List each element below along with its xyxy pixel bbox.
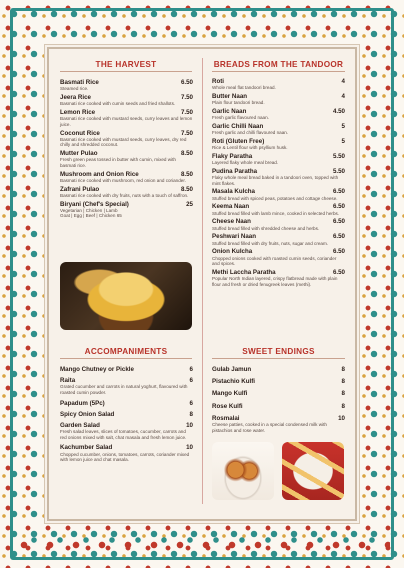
menu-item [212,248,345,266]
item-desc: Steamed rice. [60,86,89,92]
breads-list [212,78,345,290]
item-desc: Basmati rice cooked with mustard seeds, curry leaves and lemon juice. [60,116,193,127]
item-desc: Basmati rice cooked with mustard seeds, curry leaves, dry red chilly and shredded coconut. [60,136,187,148]
menu-item [212,203,345,216]
item-name: Mango Chutney or Pickle [60,366,134,373]
menu-item [212,138,345,151]
accompaniments-list [60,366,193,465]
item-name: Mutter Pulao [60,150,98,158]
item-desc: Goat | Egg | Beef | Chicken 65 [60,213,122,219]
section-title-rice [60,60,192,72]
menu-item [212,269,345,287]
menu-item [60,444,193,462]
item-desc: Grated cucumber and carrots in natural yoghurt, flavoured with roasted cumin powder. [60,384,188,395]
item-desc: Fresh green peas tossed in butter with cumin, mixed with basmati rice. [60,157,176,168]
menu-item [60,130,193,148]
item-name: Basmati Rice [60,79,99,86]
item-price: 8.50 [180,150,193,158]
section-title-breads [212,60,345,72]
item-price: 6.50 [332,203,345,211]
item-price: 6.50 [180,79,193,86]
item-price: 6.50 [332,248,345,256]
item-name: Keema Naan [212,203,250,211]
item-name: Butter Naan [212,92,248,100]
item-name: Kachumber Salad [60,444,113,452]
item-name: Jeera Rice [60,93,91,101]
item-desc: Fresh garlic flavoured naan. [212,115,269,121]
item-name: Roti (Gluten Free) [212,137,265,145]
item-price: 5 [341,137,345,145]
item-price: 8 [189,410,193,418]
section-title-desserts [212,347,345,359]
item-name: Flaky Paratha [212,152,253,160]
item-desc: Stuffed bread filled with lamb mince, cooked in selected herbs. [212,210,340,216]
item-desc: Chopped cucumber, onions, tomatoes, carrots, coriander mixed with lemon juice and chat masala. [60,451,190,463]
item-name: Methi Laccha Paratha [212,269,276,276]
menu-item [60,411,193,418]
item-price: 7.50 [180,108,193,116]
item-name: Spicy Onion Salad [60,410,115,418]
menu-item [60,201,193,219]
item-price: 5.50 [332,167,345,175]
item-desc: Fresh salad leaves, slices of tomatoes, cucumber, carrots and red onions mixed with salt, chat masala and fresh lemon juice. [60,429,187,440]
menu-item [60,186,193,199]
menu-item [212,78,345,91]
menu-item [60,400,193,407]
item-name: Papadum (5Pc) [60,399,105,407]
item-desc: Chopped onions cooked with roasted cumin seeds, coriander and spices. [212,255,337,267]
menu-item [60,79,193,92]
menu-item [212,168,345,186]
menu-item [212,153,345,166]
item-price: 6 [189,366,193,373]
item-name: Peshwari Naan [212,233,257,241]
item-name: Onion Kulcha [212,248,253,256]
menu-item [212,218,345,231]
menu-item [212,188,345,201]
menu-item [212,415,345,433]
item-name: Rose Kulfi [212,402,243,410]
item-price: 5.50 [332,152,345,160]
item-price: 6.50 [332,269,345,276]
menu-item [60,422,193,440]
item-name: Cheese Naan [212,218,251,226]
item-desc: Cheese patties, cooked in a special condensed milk with pistachios and rose water. [212,422,327,433]
item-price: 10 [338,414,345,422]
item-price: 10 [186,444,193,452]
menu-item [60,109,193,127]
item-name: Mushroom and Onion Rice [60,170,139,178]
item-desc: Basmati rice cooked with cumin seeds and fried shallots. [60,101,176,107]
item-desc: Flaky whole meal bread baked in a tandoori oven, topped with mint flakes. [212,175,339,186]
item-desc: Layered flaky whole meal bread. [212,160,279,166]
item-price: 10 [186,422,193,429]
item-name: Pistachio Kulfi [212,378,255,386]
item-price: 8 [341,378,345,386]
item-desc: Vegetarian | Chicken | Lamb [60,207,118,213]
item-price: 6.50 [332,188,345,196]
item-desc: Whole meal flat tandoori bread. [212,85,276,91]
item-name: Garlic Naan [212,107,247,115]
item-desc: Popular North Indian layered, crispy flatbread made with plain flour and fresh or dried fenugreek leaves (methi). [212,276,338,287]
item-desc: Rice & Lentil flour with psyllium husk. [212,145,288,151]
item-price: 4 [341,92,345,100]
item-price: 6 [189,377,193,385]
item-price: 8 [341,402,345,410]
item-name: Lemon Rice [60,108,96,116]
item-desc: Stuffed bread filled with dry fruits, nuts, sugar and cream. [212,240,329,246]
menu-item [212,123,345,136]
item-name: Biryani (Chef's Special) [60,200,129,208]
menu-item [212,366,345,373]
breads-title-text: BREADS FROM THE TANDOOR [213,60,344,69]
menu-item [60,150,193,168]
item-price: 8.50 [180,170,193,178]
menu-item [212,378,345,385]
item-name: Masala Kulcha [212,188,255,196]
item-price: 8 [341,366,345,373]
item-name: Roti [212,78,225,85]
item-desc: Basmati rice cooked with dry fruits, nuts with a touch of saffron. [60,192,189,198]
title-rule [60,358,192,359]
item-price: 6 [189,399,193,407]
item-price: 6.50 [332,233,345,241]
title-rule [60,71,192,72]
item-name: Coconut Rice [60,129,100,137]
item-price: 8.50 [180,185,193,193]
menu-item [60,366,193,373]
item-desc: Fresh garlic and chilli flavoured naan. [212,130,289,136]
desserts-title-text: SWEET ENDINGS [242,347,315,356]
bottom-ornament [14,532,390,558]
title-rule [212,71,345,72]
item-name: Rosmalai [212,414,240,422]
item-price: 6.50 [332,218,345,226]
kulfi-photo [282,442,344,500]
rice-list [60,79,193,221]
item-desc: Stuffed bread with spiced peas, potatoes and cottage cheese. [212,195,338,201]
menu-item [212,93,345,106]
accompaniments-title-text: ACCOMPANIMENTS [84,347,168,356]
title-rule [212,358,345,359]
item-name: Gulab Jamun [212,366,252,373]
menu-item [60,377,193,395]
menu-item [212,403,345,410]
rice-title-text: THE HARVEST [95,60,157,69]
biryani-photo [60,262,192,330]
item-price: 4 [341,78,345,85]
section-title-accompaniments [60,347,192,359]
item-price: 7.50 [180,93,193,101]
item-desc: Plain flour tandoori bread. [212,100,265,106]
item-name: Pudina Paratha [212,167,258,175]
menu-item [212,390,345,397]
menu-item [60,94,193,107]
item-desc: Basmati rice cooked with mushroom, red onion and coriander. [60,177,186,183]
item-price: 4.50 [332,107,345,115]
item-price: 5 [341,122,345,130]
item-name: Mango Kulfi [212,390,248,398]
item-name: Garlic Chilli Naan [212,122,264,130]
menu-item [212,108,345,121]
item-name: Garden Salad [60,422,100,429]
item-desc: Stuffed bread filled with shredded cheese and herbs. [212,225,320,231]
item-price: 25 [186,200,193,208]
gulab-jamun-photo [212,442,274,500]
menu-item [60,171,193,184]
item-name: Raita [60,377,76,385]
item-name: Zafrani Pulao [60,185,100,193]
menu-item [212,233,345,246]
column-divider [202,58,203,504]
item-price: 7.50 [180,129,193,137]
desserts-list [212,366,345,435]
item-price: 8 [341,390,345,398]
